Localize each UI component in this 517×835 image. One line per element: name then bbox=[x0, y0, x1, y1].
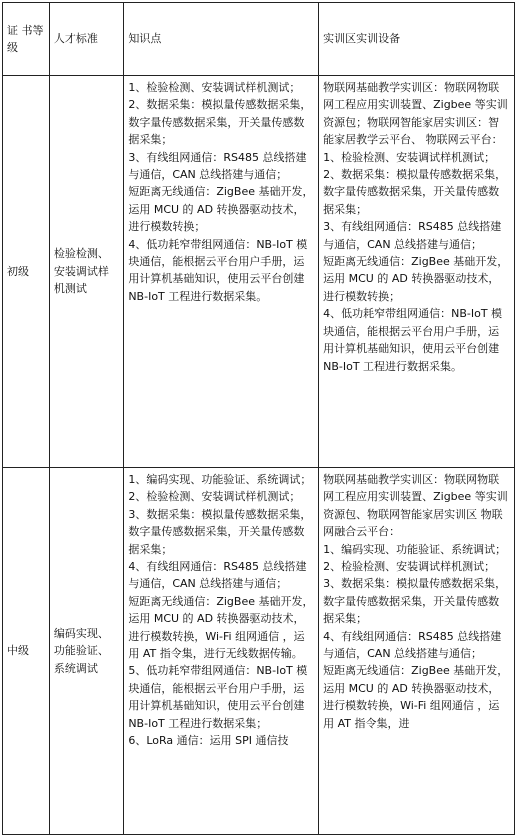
equipment-cell bbox=[319, 76, 515, 468]
header-talent-standard: 人才标准 bbox=[49, 3, 124, 76]
table-row bbox=[3, 468, 515, 835]
knowledge-item: 2、数据采集：模拟量传感数据采集，数字量传感数据采集，开关量传感数据采集； bbox=[128, 98, 312, 147]
equipment-item: 1、编码实现、功能验证、系统调试； bbox=[323, 542, 507, 556]
curriculum-table bbox=[2, 2, 515, 835]
header-knowledge-points: 知识点 bbox=[124, 3, 319, 76]
knowledge-item: 5、低功耗窄带组网通信：NB-IoT 模块通信，能根据云平台用户手册，运用计算机基础知识，使用云平台创建 NB-IoT 工程进行数据采集； bbox=[128, 664, 308, 730]
knowledge-item: 3、有线组网通信：RS485 总线搭建与通信，CAN 总线搭建与通信； bbox=[128, 150, 307, 182]
standard-cell: 编码实现、功能验证、系统调试 bbox=[49, 468, 124, 835]
equipment-item: 物联网基础教学实训区：物联网物联网工程应用实训装置、Zigbee 等实训资源包、物联网智能家居实训区 物联网融合云平台： bbox=[323, 473, 508, 539]
knowledge-cell bbox=[124, 76, 319, 468]
knowledge-item: 2、检验检测、安装调试样机测试； bbox=[128, 490, 301, 504]
table-row bbox=[3, 76, 515, 468]
knowledge-item: 3、数据采集：模拟量传感数据采集，数字量传感数据采集，开关量传感数据采集； bbox=[128, 507, 312, 556]
equipment-item: 2、数据采集：模拟量传感数据采集，数字量传感数据采集，开关量传感数据采集； bbox=[323, 168, 507, 216]
equipment-item: 4、低功耗窄带组网通信：NB-IoT 模块通信，能根据云平台用户手册，运用计算机基础知识，使用云平台创建 NB-IoT 工程进行数据采集。 bbox=[323, 307, 503, 373]
knowledge-item: 4、有线组网通信：RS485 总线搭建与通信，CAN 总线搭建与通信； bbox=[128, 560, 307, 591]
equipment-item: 物联网基础教学实训区：物联网物联网工程应用实训装置、Zigbee 等实训资源包；物联网智能家居实训区：智能家居教学云平台、 物联网云平台： bbox=[323, 81, 508, 147]
knowledge-item: 1、检验检测、安装调试样机测试； bbox=[128, 81, 301, 94]
knowledge-item: 6、LoRa 通信：运用 SPI 通信技 bbox=[128, 734, 289, 748]
standard-cell: 检验检测、安装调试样机测试 bbox=[49, 76, 124, 468]
equipment-cell bbox=[319, 468, 515, 835]
level-cell: 中级 bbox=[3, 468, 50, 835]
header-training-equipment: 实训区实训设备 bbox=[319, 3, 515, 76]
header-row bbox=[3, 3, 515, 76]
knowledge-item: 短距离无线通信：ZigBee 基础开发，运用 MCU 的 AD 转换器驱动技术，进行模数转换； bbox=[128, 185, 314, 234]
header-cert-level: 证 书等级 bbox=[3, 3, 50, 76]
equipment-item: 2、检验检测、安装调试样机测试； bbox=[323, 560, 496, 574]
equipment-item: 短距离无线通信：ZigBee 基础开发，运用 MCU 的 AD 转换器驱动技术，进行模数转换； bbox=[323, 255, 509, 303]
knowledge-item: 1、编码实现、功能验证、系统调试； bbox=[128, 473, 312, 486]
knowledge-cell bbox=[124, 468, 319, 835]
level-cell: 初级 bbox=[3, 76, 50, 468]
equipment-item: 短距离无线通信：ZigBee 基础开发，运用 MCU 的 AD 转换器驱动技术，进行模数转换，Wi-Fi 组网通信 ，运用 AT 指令集，进 bbox=[323, 664, 509, 730]
equipment-item: 3、数据采集：模拟量传感数据采集，数字量传感数据采集，开关量传感数据采集； bbox=[323, 577, 507, 626]
equipment-item: 4、有线组网通信：RS485 总线搭建与通信，CAN 总线搭建与通信； bbox=[323, 629, 502, 661]
knowledge-item: 短距离无线通信：ZigBee 基础开发，运用 MCU 的 AD 转换器驱动技术，进行模数转换，Wi-Fi 组网通信 ，运用 AT 指令集，进行无线数据传输。 bbox=[128, 594, 314, 661]
equipment-item: 3、有线组网通信：RS485 总线搭建与通信，CAN 总线搭建与通信； bbox=[323, 220, 502, 251]
equipment-item: 1、检验检测、安装调试样机测试； bbox=[323, 150, 496, 164]
knowledge-item: 4、低功耗窄带组网通信：NB-IoT 模块通信，能根据云平台用户手册，运用计算机基础知识，使用云平台创建 NB-IoT 工程进行数据采集。 bbox=[128, 237, 308, 303]
